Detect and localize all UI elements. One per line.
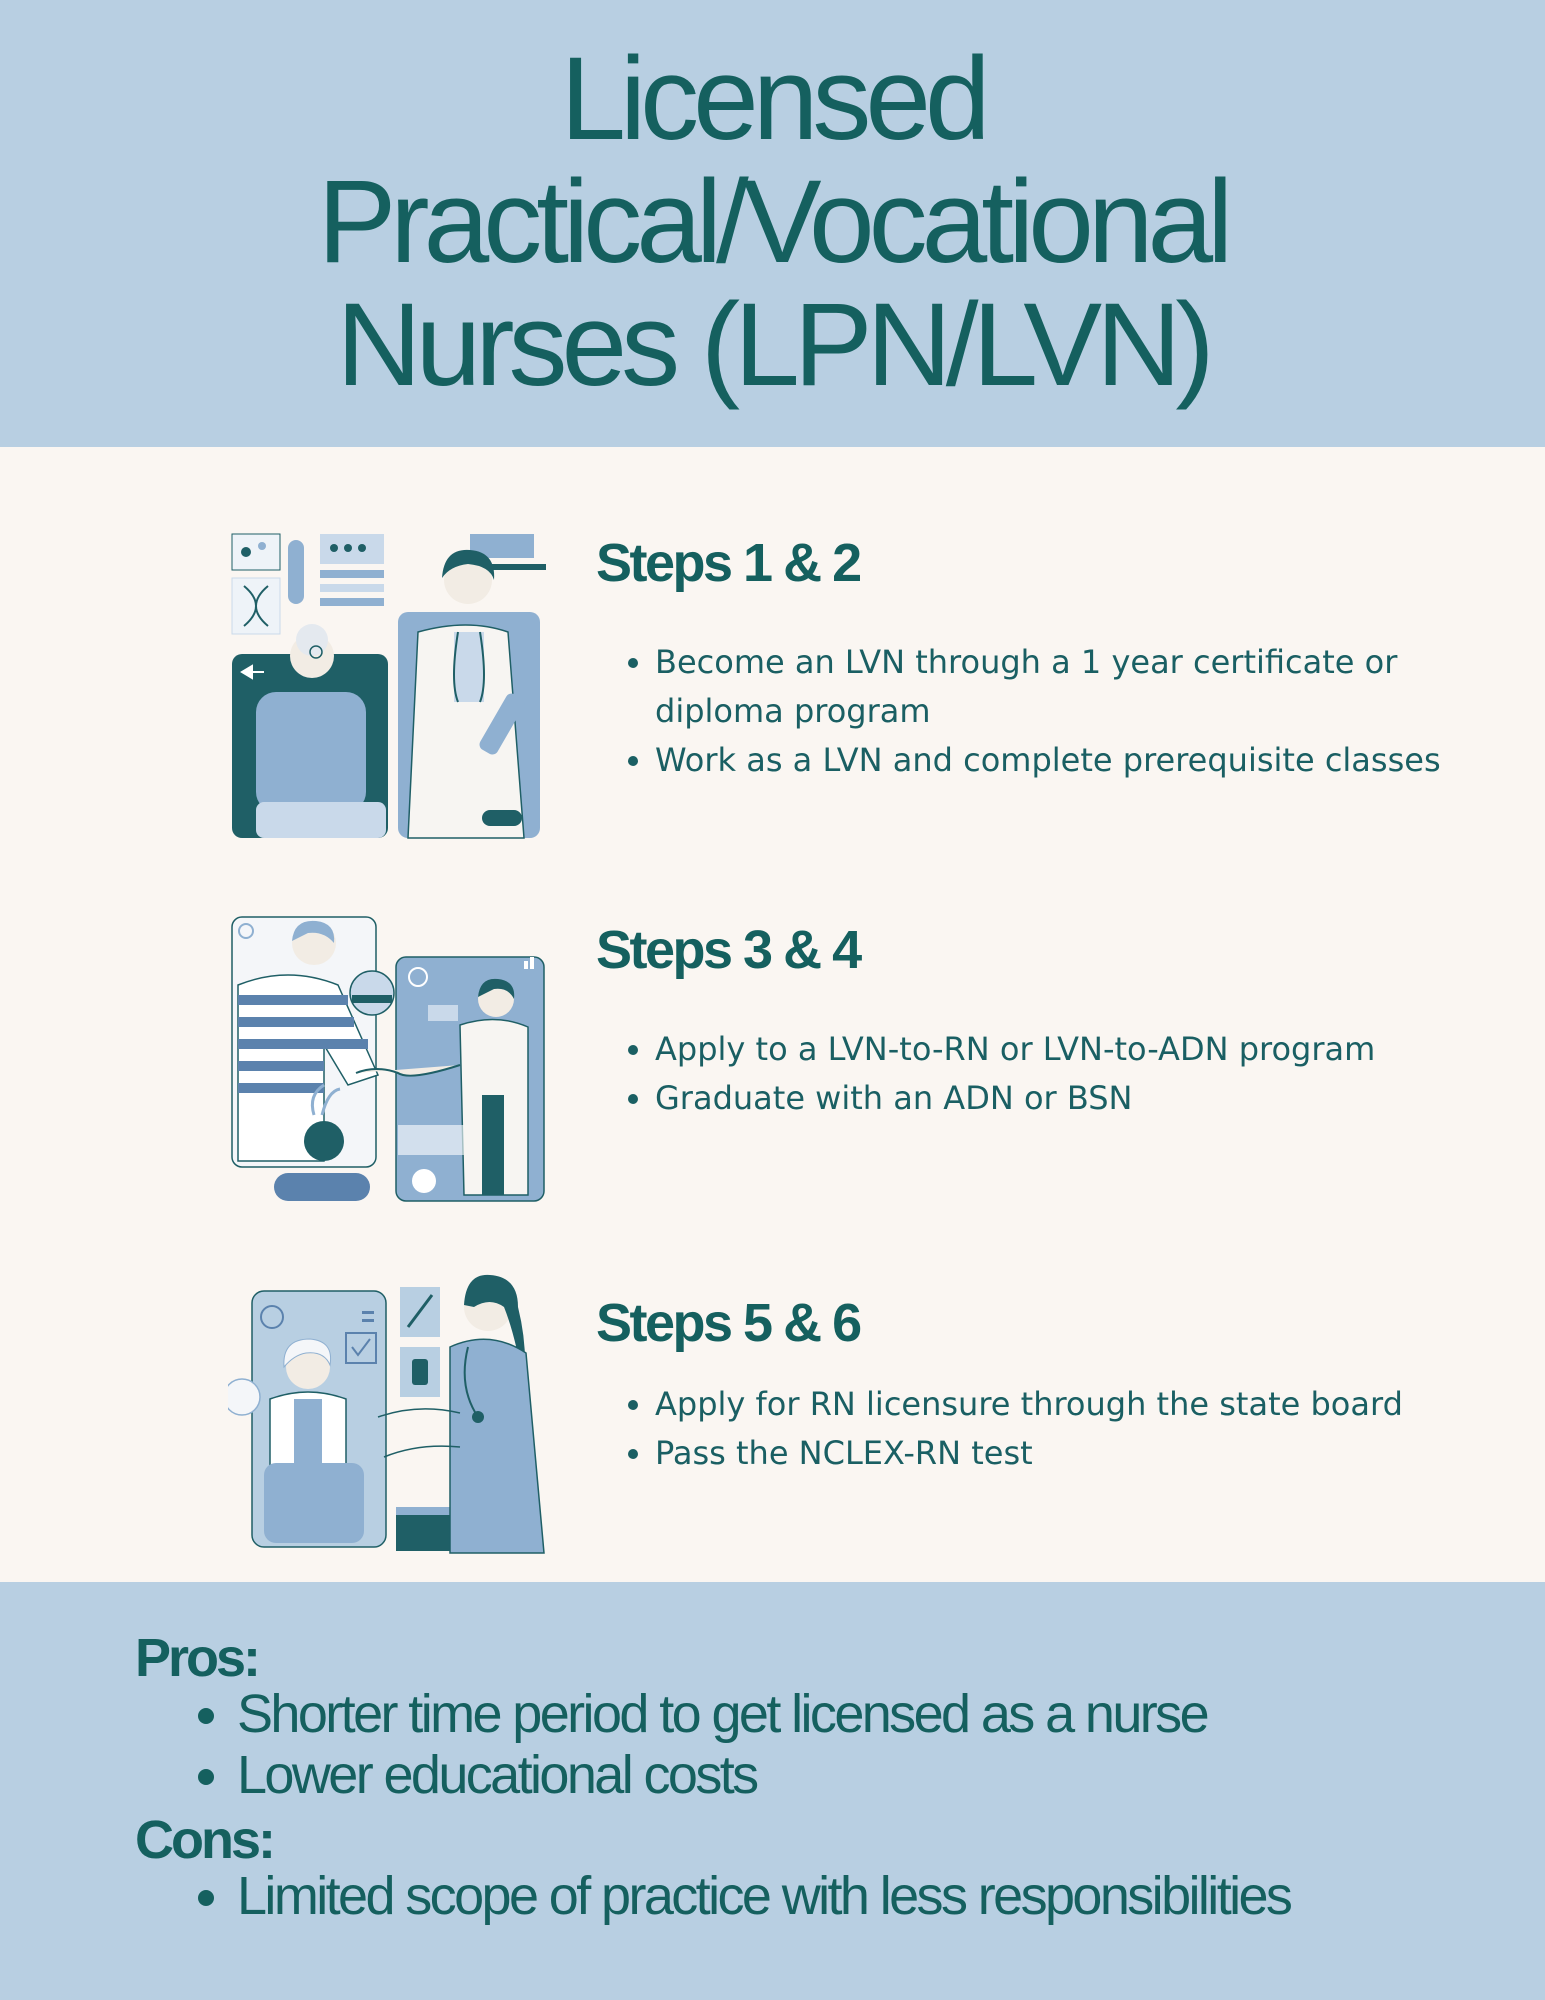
steps-section — [0, 447, 1545, 1582]
step-bullet: • Apply to a LVN-to-RN or LVN-to-ADN program — [655, 1025, 1505, 1074]
pros-heading: Pros: — [135, 1628, 259, 1688]
step-bullet: • Become an LVN through a 1 year certificate or diploma program — [655, 638, 1505, 736]
step-heading-3-4: Steps 3 & 4 — [596, 920, 860, 980]
pros-item: • Shorter time period to get licensed as a nurse — [237, 1684, 1537, 1745]
title-line-1: Licensed — [560, 33, 985, 165]
step-heading-1-2: Steps 1 & 2 — [596, 533, 860, 593]
cons-list — [180, 1866, 1537, 1927]
title-line-3: Nurses (LPN/LVN) — [336, 279, 1209, 411]
step-5-6-bullets — [596, 1380, 1505, 1478]
pros-item: • Lower educational costs — [237, 1745, 1537, 1806]
pros-list — [180, 1684, 1537, 1806]
doctor-consulting-patient-illustration-icon — [228, 1257, 548, 1567]
step-3-4-bullets — [596, 1025, 1505, 1123]
step-bullet: • Graduate with an ADN or BSN — [655, 1074, 1505, 1123]
step-bullet: • Apply for RN licensure through the state board — [655, 1380, 1505, 1429]
nurse-with-elderly-patient-illustration-icon — [228, 532, 548, 842]
step-1-2-bullets — [596, 638, 1505, 785]
step-bullet: • Work as a LVN and complete prerequisite classes — [655, 736, 1505, 785]
page-title — [0, 33, 1545, 411]
step-heading-5-6: Steps 5 & 6 — [596, 1293, 860, 1353]
header-band — [0, 0, 1545, 447]
step-bullet: • Pass the NCLEX-RN test — [655, 1429, 1505, 1478]
pros-cons-section — [0, 1582, 1545, 2000]
cons-heading: Cons: — [135, 1810, 273, 1870]
title-line-2: Practical/Vocational — [317, 156, 1228, 288]
handshake-video-call-illustration-icon — [228, 905, 548, 1215]
cons-item: • Limited scope of practice with less responsibilities — [237, 1866, 1537, 1927]
